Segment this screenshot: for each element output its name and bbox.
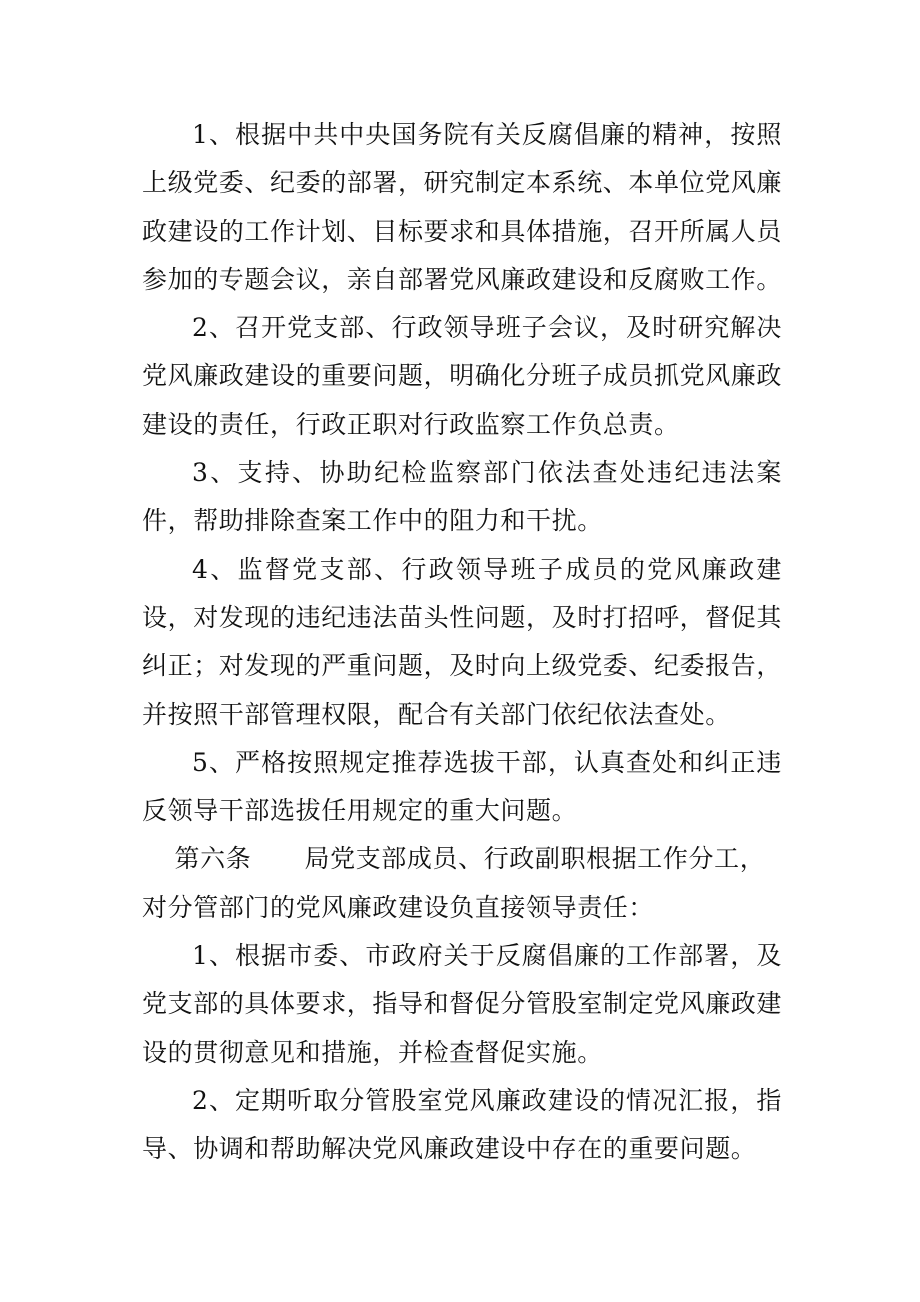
document-body [142,111,782,1174]
article-paragraph [142,835,782,932]
paragraph-1: 1、根据中共中央国务院有关反腐倡廉的精神，按照上级党委、纪委的部署，研究制定本系统、本单位党风廉政建设的工作计划、目标要求和具体措施，召开所属人员参加的专题会议，亲自部署党风廉政建设和反腐败工作。 [142,120,783,294]
paragraph-3: 3、支持、协助纪检监察部门依法查处违纪违法案件，帮助排除查案工作中的阻力和干扰。 [142,458,782,536]
article-text: 局党支部成员、行政副职根据工作分工，对分管部门的党风廉政建设负直接领导责任： [142,844,766,922]
paragraph-2: 2、召开党支部、行政领导班子会议，及时研究解决党风廉政建设的重要问题，明确化分班子成员抓党风廉政建设的责任，行政正职对行政监察工作负总责。 [142,313,783,439]
sub-paragraph-2: 2、定期听取分管股室党风廉政建设的情况汇报，指导、协调和帮助解决党风廉政建设中存在的重要问题。 [142,1085,782,1164]
article-label: 第六条 [174,844,252,874]
paragraph-4: 4、监督党支部、行政领导班子成员的党风廉政建设，对发现的违纪违法苗头性问题，及时打招呼，督促其纠正；对发现的严重问题，及时向上级党委、纪委报告，并按照干部管理权限，配合有关部门依纪依法查处。 [142,554,783,729]
sub-paragraph-1: 1、根据市委、市政府关于反腐倡廉的工作部署，及党支部的具体要求，指导和督促分管股室制定党风廉政建设的贯彻意见和措施，并检查督促实施。 [142,941,783,1067]
paragraph-5: 5、严格按照规定推荐选拔干部，认真查处和纠正违反领导干部选拔任用规定的重大问题。 [142,747,782,826]
